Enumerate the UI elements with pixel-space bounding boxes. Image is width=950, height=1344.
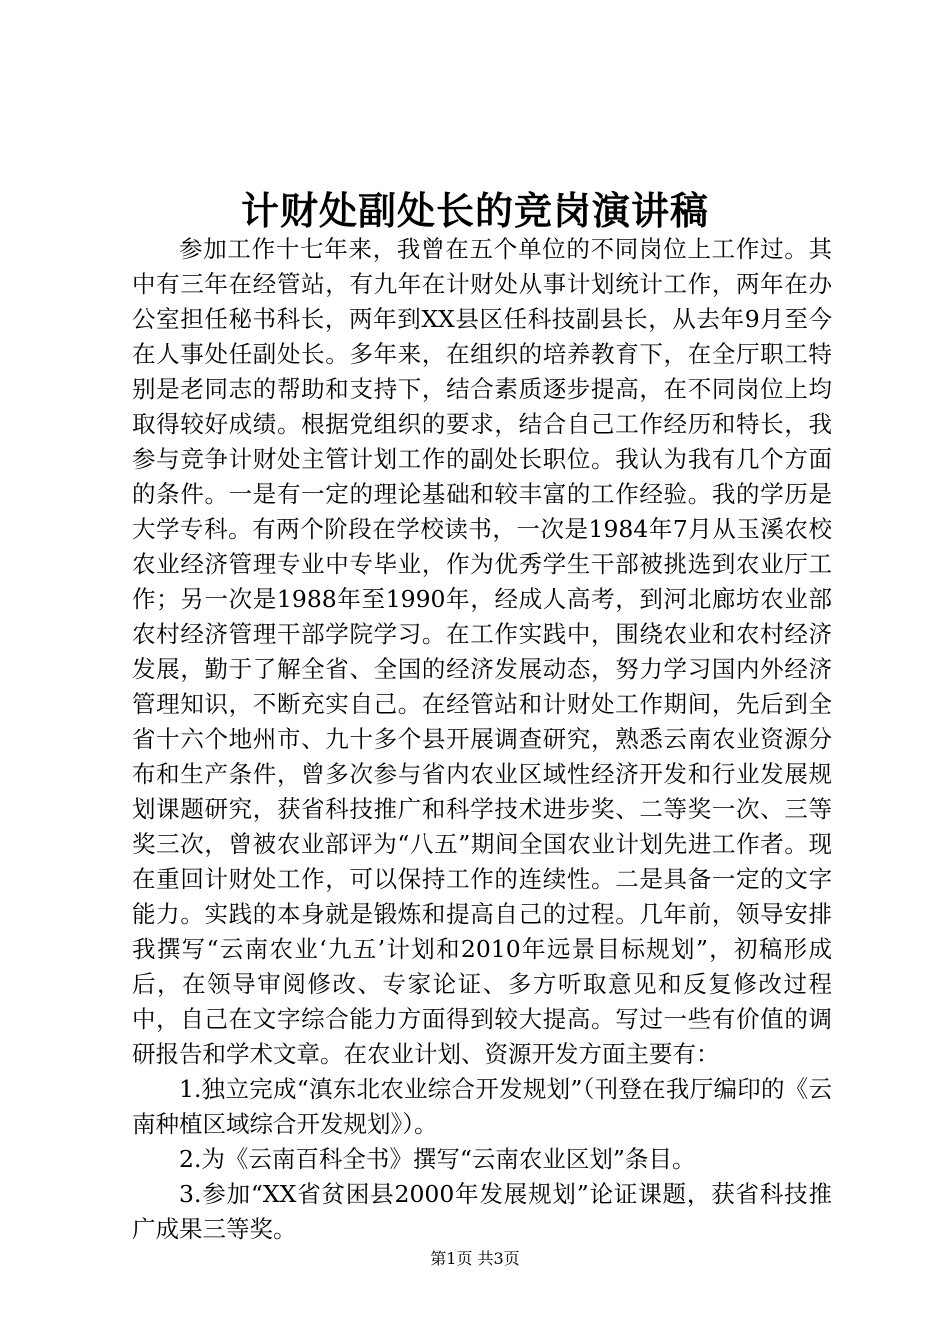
list-item-3: 3.参加“XX省贫困县2000年发展规划”论证课题，获省科技推广成果三等奖。 — [132, 1180, 832, 1243]
list-item-2: 2.为《云南百科全书》撰写“云南农业区划”条目。 — [179, 1145, 696, 1173]
page-footer: 第1页 共3页 — [430, 1249, 520, 1268]
document-title: 计财处副处长的竞岗演讲稿 — [240, 188, 709, 233]
list-item-1: 1.独立完成“滇东北农业综合开发规划”（刊登在我厅编印的《云南种植区域综合开发规划》）。 — [132, 1075, 832, 1138]
document-body — [132, 232, 832, 1247]
body-paragraph: 参加工作十七年来，我曾在五个单位的不同岗位上工作过。其中有三年在经管站，有九年在计财处从事计划统计工作，两年在办公室担任秘书科长，两年到XX县区任科技副县长，从去年9月至今在人事处任副处长。多年来，在组织的培养教育下，在全厅职工特别是老同志的帮助和支持下，结合素质逐步提高，在不同岗位上均取得较好成绩。根据党组织的要求，结合自己工作经历和特长，我参与竞争计财处主管计划工作的副处长职位。我认为我有几个方面的条件。一是有一定的理论基础和较丰富的工作经验。我的学历是大学专科。有两个阶段在学校读书，一次是1984年7月从玉溪农校农业经济管理专业中专毕业，作为优秀学生干部被挑选到农业厅工作；另一次是1988年至1990年，经成人高考，到河北廊坊农业部农村经济管理干部学院学习。在工作实践中，围绕农业和农村经济发展，勤于了解全省、全国的经济发展动态，努力学习国内外经济管理知识，不断充实自己。在经管站和计财处工作期间，先后到全省十六个地州市、九十多个县开展调查研究，熟悉云南农业资源分布和生产条件，曾多次参与省内农业区域性经济开发和行业发展规划课题研究，获省科技推广和科学技术进步奖、二等奖一次、三等奖三次，曾被农业部评为“八五”期间全国农业计划先进工作者。现在重回计财处工作，可以保持工作的连续性。二是具备一定的文字能力。实践的本身就是锻炼和提高自己的过程。几年前，领导安排我撰写“云南农业‘九五’计划和2010年远景目标规划”，初稿形成后，在领导审阅修改、专家论证、多方听取意见和反复修改过程中，自己在文字综合能力方面得到较大提高。写过一些有价值的调研报告和学术文章。在农业计划、资源开发方面主要有： — [132, 235, 832, 1068]
